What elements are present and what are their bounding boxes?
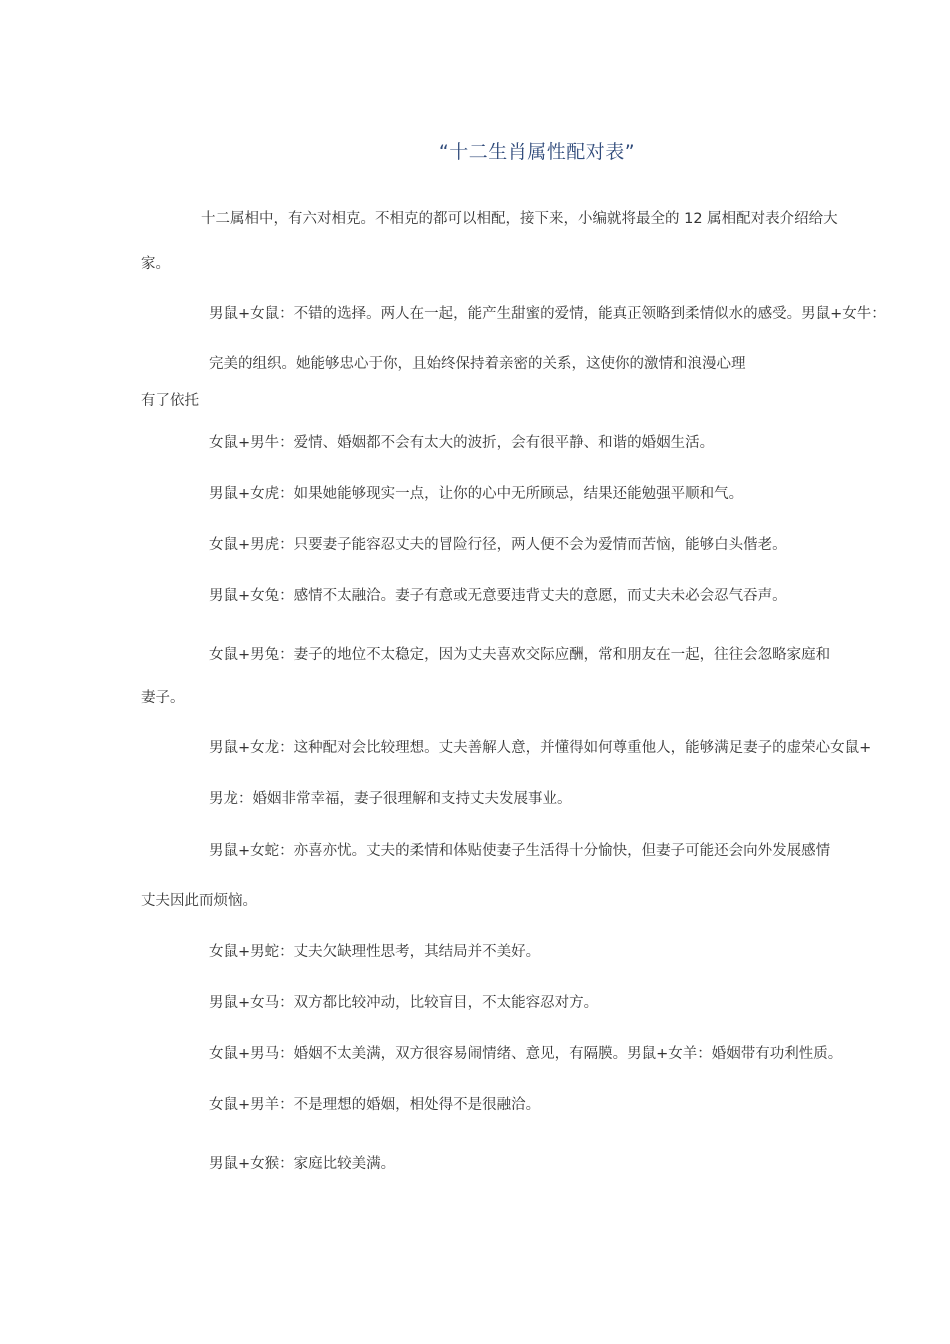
paragraph-line: 有了依托 xyxy=(141,393,199,409)
paragraph-line: 女鼠+男虎：只要妻子能容忍丈夫的冒险行径，两人便不会为爱情而苦恼，能够白头偕老。 xyxy=(209,537,787,553)
paragraph-line: 男鼠+女虎：如果她能够现实一点，让你的心中无所顾忌，结果还能勉强平顺和气。 xyxy=(209,486,744,502)
paragraph-line: 男鼠+女猴：家庭比较美满。 xyxy=(209,1156,396,1172)
paragraph-line: 男鼠+女鼠：不错的选择。两人在一起，能产生甜蜜的爱情，能真正领略到柔情似水的感受。男鼠+女牛： xyxy=(209,306,886,322)
paragraph-line: 男龙：婚姻非常幸福，妻子很理解和支持丈夫发展事业。 xyxy=(209,791,572,807)
paragraph-line: 丈夫因此而烦恼。 xyxy=(141,893,257,909)
paragraph-line: 十二属相中，有六对相克。不相克的都可以相配，接下来，小编就将最全的 12 属相配对表介绍给大 xyxy=(201,211,838,227)
paragraph-line: 男鼠+女蛇：亦喜亦忧。丈夫的柔情和体贴使妻子生活得十分愉快，但妻子可能还会向外发展感情 xyxy=(209,843,831,859)
paragraph-line: 男鼠+女马：双方都比较冲动，比较盲目，不太能容忍对方。 xyxy=(209,995,599,1011)
paragraph-line: 完美的组织。她能够忠心于你，且始终保持着亲密的关系，这使你的激情和浪漫心理 xyxy=(209,356,746,372)
paragraph-line: 妻子。 xyxy=(141,690,185,706)
paragraph-line: 男鼠+女兔：感情不太融洽。妻子有意或无意要违背丈夫的意愿，而丈夫未必会忍气吞声。 xyxy=(209,588,787,604)
paragraph-line: 女鼠+男蛇：丈夫欠缺理性思考，其结局并不美好。 xyxy=(209,944,541,960)
paragraph-line: 女鼠+男羊：不是理想的婚姻，相处得不是很融洽。 xyxy=(209,1097,541,1113)
paragraph-line: 家。 xyxy=(141,256,170,272)
document-title: “十二生肖属性配对表” xyxy=(438,141,636,163)
paragraph-line: 女鼠+男牛：爱情、婚姻都不会有太大的波折，会有很平静、和谐的婚姻生活。 xyxy=(209,435,715,451)
paragraph-line: 男鼠+女龙：这种配对会比较理想。丈夫善解人意，并懂得如何尊重他人，能够满足妻子的虚荣心女鼠+ xyxy=(209,740,872,756)
paragraph-line: 女鼠+男马：婚姻不太美满，双方很容易闹情绪、意见，有隔膜。男鼠+女羊：婚姻带有功利性质。 xyxy=(209,1046,843,1062)
paragraph-line: 女鼠+男兔：妻子的地位不太稳定，因为丈夫喜欢交际应酬，常和朋友在一起，往往会忽略家庭和 xyxy=(209,647,831,663)
